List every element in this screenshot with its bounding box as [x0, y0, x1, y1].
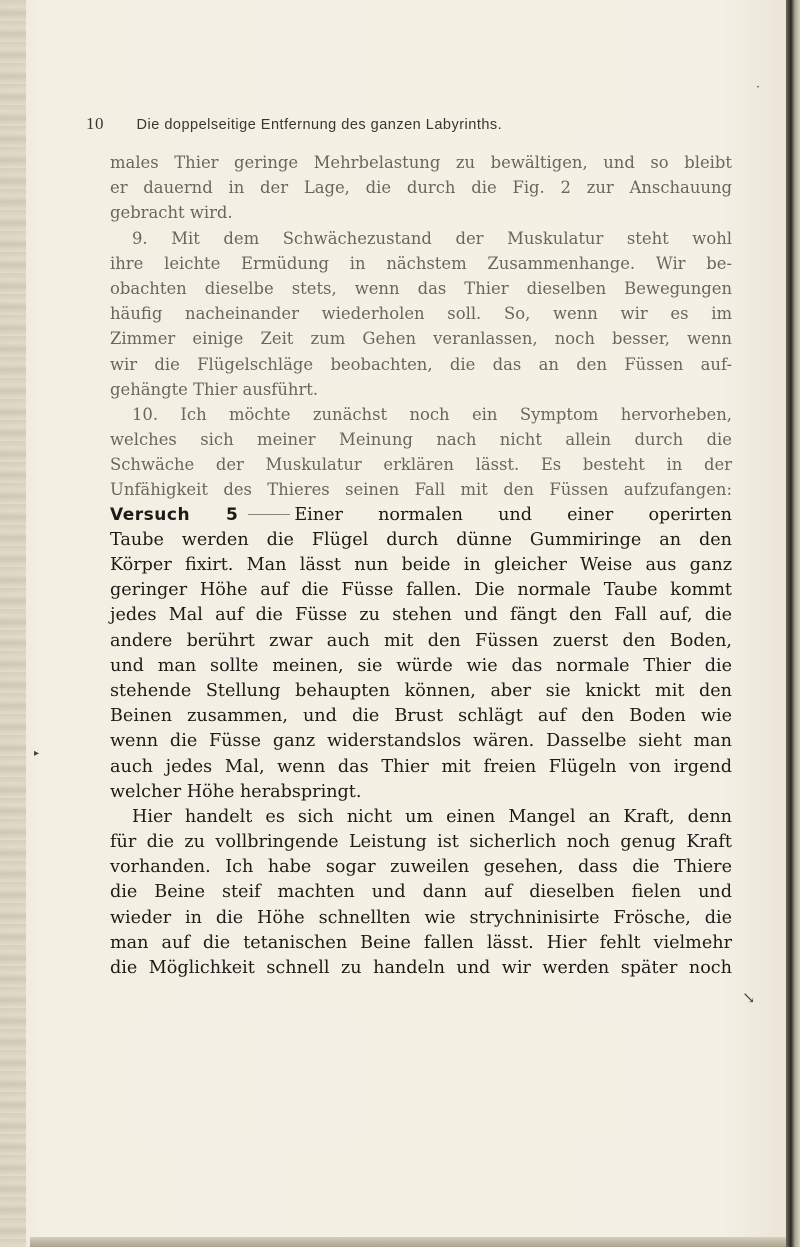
text-line: Hier handelt es sich nicht um einen Mangel an Kraft, denn: [132, 806, 732, 827]
text-line: die Beine steif machten und dann auf dieselben fielen und: [110, 882, 732, 903]
text-line: vorhanden. Ich habe sogar zuweilen gesehen, dass die Thiere: [110, 857, 732, 878]
text-line: welcher Höhe herabspringt.: [110, 781, 362, 802]
page-bottom-shadow: [30, 1237, 786, 1247]
text-line: jedes Mal auf die Füsse zu stehen und fängt den Fall auf, die: [110, 605, 732, 626]
text-line: Zimmer einige Zeit zum Gehen veranlassen, noch besser, wenn: [110, 329, 732, 349]
text-line: häufig nacheinander wiederholen soll. So, wenn wir es im: [110, 304, 732, 324]
text-line: Beinen zusammen, und die Brust schlägt auf den Boden wie: [110, 706, 732, 727]
text-line: obachten dieselbe stets, wenn das Thier dieselben Bewegungen: [110, 278, 732, 298]
text-line: 10. Ich möchte zunächst noch ein Symptom hervorheben,: [132, 404, 732, 424]
text-line: gebracht wird.: [110, 203, 233, 223]
text-line: males Thier geringe Mehrbelastung zu bewältigen, und so bleibt: [110, 153, 732, 172]
text-line: geringer Höhe auf die Füsse fallen. Die normale Taube kommt: [110, 580, 732, 601]
text-line: auch jedes Mal, wenn das Thier mit freien Flügeln von irgend: [110, 756, 732, 777]
experiment-lines: [110, 528, 732, 981]
heading-dash: [248, 514, 290, 515]
text-line: stehende Stellung behaupten können, aber sie knickt mit den: [110, 680, 732, 701]
text-line: Schwäche der Muskulatur erklären lässt. Es besteht in der: [110, 455, 732, 475]
text-line: Körper fixirt. Man lässt nun beide in gleicher Weise aus ganz: [110, 555, 732, 575]
text-line: für die zu vollbringende Leistung ist sicherlich noch genug Kraft: [110, 832, 732, 853]
experiment-heading-line: [110, 503, 732, 528]
text-line: andere berührt zwar auch mit den Füssen zuerst den Boden,: [110, 630, 732, 651]
margin-mark: ·: [756, 80, 760, 94]
experiment-first-line: Einer normalen und einer operirten: [294, 504, 732, 525]
margin-bullet-mark: ▸: [34, 748, 40, 759]
running-header: [86, 114, 686, 134]
text-line: man auf die tetanischen Beine fallen lässt. Hier fehlt vielmehr: [110, 932, 732, 953]
text-line: wieder in die Höhe schnellten wie strychninisirte Frösche, die: [110, 907, 732, 928]
text-line: welches sich meiner Meinung nach nicht allein durch die: [110, 430, 732, 450]
page-number: 10: [86, 114, 104, 133]
body-text: [110, 150, 732, 981]
text-line: die Möglichkeit schnell zu handeln und wir werden später noch: [110, 958, 732, 978]
text-line: Taube werden die Flügel durch dünne Gummiringe an den: [110, 529, 732, 550]
page-gutter-shadow: [0, 0, 26, 1247]
text-line: Unfähigkeit des Thieres seinen Fall mit den Füssen aufzufangen:: [110, 480, 732, 500]
page-edge-shadow: [786, 0, 800, 1247]
text-line: er dauernd in der Lage, die durch die Fig. 2 zur Anschauung: [110, 178, 732, 198]
text-line: wenn die Füsse ganz widerstandslos wären. Dasselbe sieht man: [110, 731, 732, 752]
text-line: wir die Flügelschläge beobachten, die das an den Füssen auf-: [110, 354, 732, 374]
body-lines: [110, 150, 732, 503]
text-line: und man sollte meinen, sie würde wie das normale Thier die: [110, 655, 732, 676]
text-line: 9. Mit dem Schwächezustand der Muskulatur steht wohl: [132, 228, 732, 248]
text-line: gehängte Thier ausführt.: [110, 379, 319, 399]
running-title: Die doppelseitige Entfernung des ganzen Labyrinths.: [136, 117, 503, 133]
text-line: ihre leichte Ermüdung in nächstem Zusammenhange. Wir be-: [110, 253, 732, 273]
margin-arrow-mark: ↘: [742, 988, 756, 1007]
experiment-heading: Versuch 5: [110, 504, 239, 525]
